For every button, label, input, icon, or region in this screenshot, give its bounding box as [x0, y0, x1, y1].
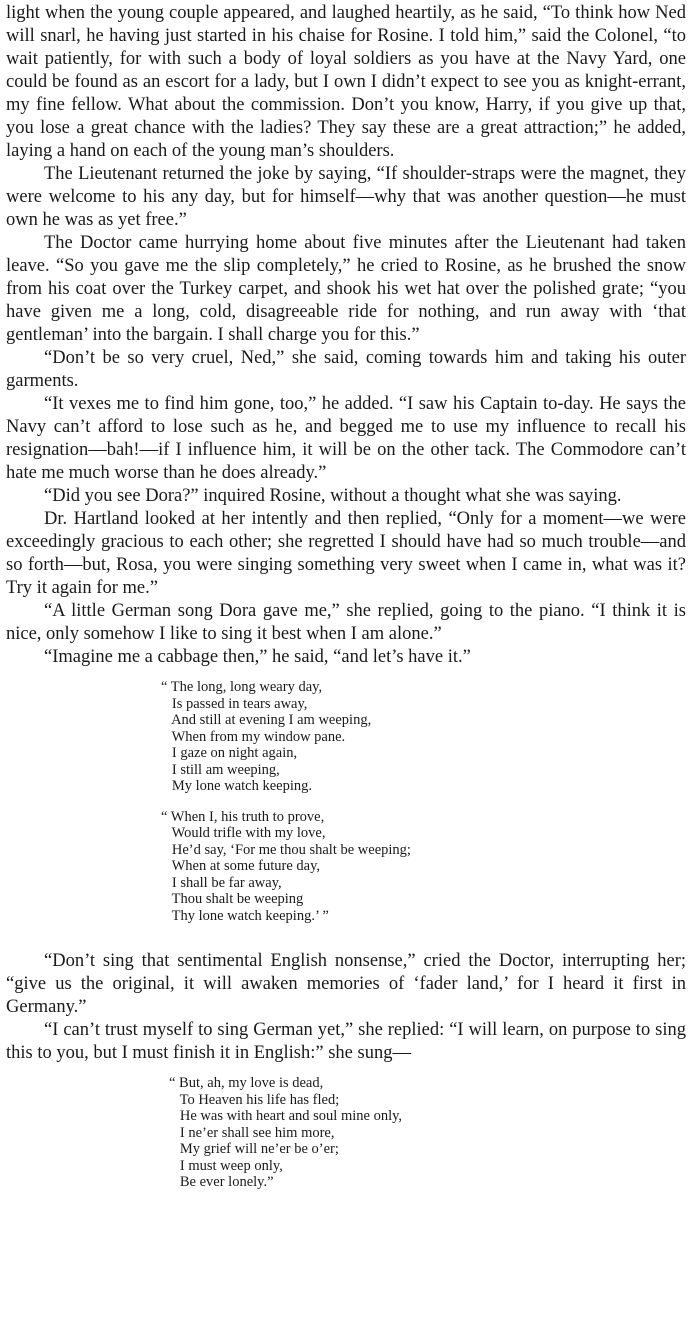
paragraph: The Doctor came hurrying home about five minutes after the Lieutenant had taken leave. “So you gave me the slip completely,” he cried to Rosine, as he brushed the snow from his coat over the Turkey carpet, and shook his wet hat over the polished grate; “you have given me a long, cold, disagreeable ride for nothing, and run away with ‘that gentleman’ into the bargain. I shall charge you for this.”	[6, 233, 686, 345]
verse-line: Would trifle with my love,	[161, 825, 326, 841]
song-stanza-2	[161, 809, 686, 925]
verse-line: And still at evening I am weeping,	[161, 712, 372, 728]
verse-line: He’d say, ‘For me thou shalt be weeping;	[161, 841, 411, 858]
verse-line: When from my window pane.	[161, 728, 346, 745]
paragraph: The Lieutenant returned the joke by saying, “If shoulder-straps were the magnet, they were welcome to his any day, but for himself—why that was another question—he must own he was as yet free.”	[6, 164, 686, 230]
paragraph: light when the young couple appeared, and laughed heartily, as he said, “To think how Ned will snarl, he having just started in his chaise for Rosine. I told him,” said the Colonel, “to wait patiently, for with such a body of loyal soldiers as you have at the Navy Yard, one could be found as an escort for a lady, but I own I didn’t expect to see you as knight-errant, my fine fellow. What about the commission. Don’t you know, Harry, if you give up that, you lose a great chance with the ladies? They say these are a great attraction;” he added, laying a hand on each of the young man’s shoulders.	[6, 3, 686, 161]
verse-line: When at some future day,	[161, 858, 321, 874]
verse-line: I must weep only,	[169, 1157, 283, 1174]
verse-line: To Heaven his life has fled;	[169, 1091, 340, 1108]
paragraph: “Don’t be so very cruel, Ned,” she said, coming towards him and taking his outer garments.	[6, 348, 686, 391]
paragraph: “Did you see Dora?” inquired Rosine, without a thought what she was saying.	[44, 486, 622, 506]
verse-line: My grief will ne’er be o’er;	[169, 1141, 339, 1157]
verse-line: I shall be far away,	[161, 874, 282, 891]
paragraph: “It vexes me to find him gone, too,” he added. “I saw his Captain to-day. He says the Navy can’t afford to lose such as he, and begged me to use my influence to recall his resignation—bah!—if I influence him, it will be on the other tack. The Commodore can’t hate me much worse than he does already.”	[6, 394, 686, 483]
verse-line: My lone watch keeping.	[161, 778, 313, 794]
verse-line: “ The long, long weary day,	[161, 679, 323, 695]
prose-block-2	[6, 950, 686, 1065]
paragraph: Dr. Hartland looked at her intently and then replied, “Only for a moment—we were exceedingly gracious to each other; she regretted I should have had so much trouble—and so forth—but, Rosa, you were singing something very sweet when I came in, what was it? Try it again for me.”	[6, 509, 686, 598]
verse-line: I ne’er shall see him more,	[169, 1124, 335, 1141]
verse-line: “ But, ah, my love is dead,	[169, 1075, 324, 1091]
song-stanza-1	[161, 679, 686, 795]
verse-line: Thou shalt be weeping	[161, 891, 304, 907]
paragraph: “Imagine me a cabbage then,” he said, “and let’s have it.”	[44, 647, 471, 667]
verse-line: Be ever lonely.”	[169, 1174, 274, 1190]
verse-line: He was with heart and soul mine only,	[169, 1108, 403, 1124]
paragraph: “I can’t trust myself to sing German yet,” she replied: “I will learn, on purpose to sing this to you, but I must finish it in English:” she sung—	[6, 1020, 686, 1063]
verse-line: “ When I, his truth to prove,	[161, 808, 325, 825]
prose-block-1	[6, 2, 686, 669]
paragraph: “A little German song Dora gave me,” she replied, going to the piano. “I think it is nice, only somehow I like to sing it best when I am alone.”	[6, 601, 686, 644]
verse-line: I still am weeping,	[161, 761, 280, 778]
song-stanza-3	[169, 1075, 686, 1191]
verse-line: Thy lone watch keeping.’ ”	[161, 907, 329, 924]
paragraph: “Don’t sing that sentimental English nonsense,” cried the Doctor, interrupting her; “give us the original, it will awaken memories of ‘fader land,’ for I heard it first in Germany.”	[6, 951, 686, 1017]
verse-line: Is passed in tears away,	[161, 695, 308, 712]
verse-line: I gaze on night again,	[161, 745, 298, 761]
